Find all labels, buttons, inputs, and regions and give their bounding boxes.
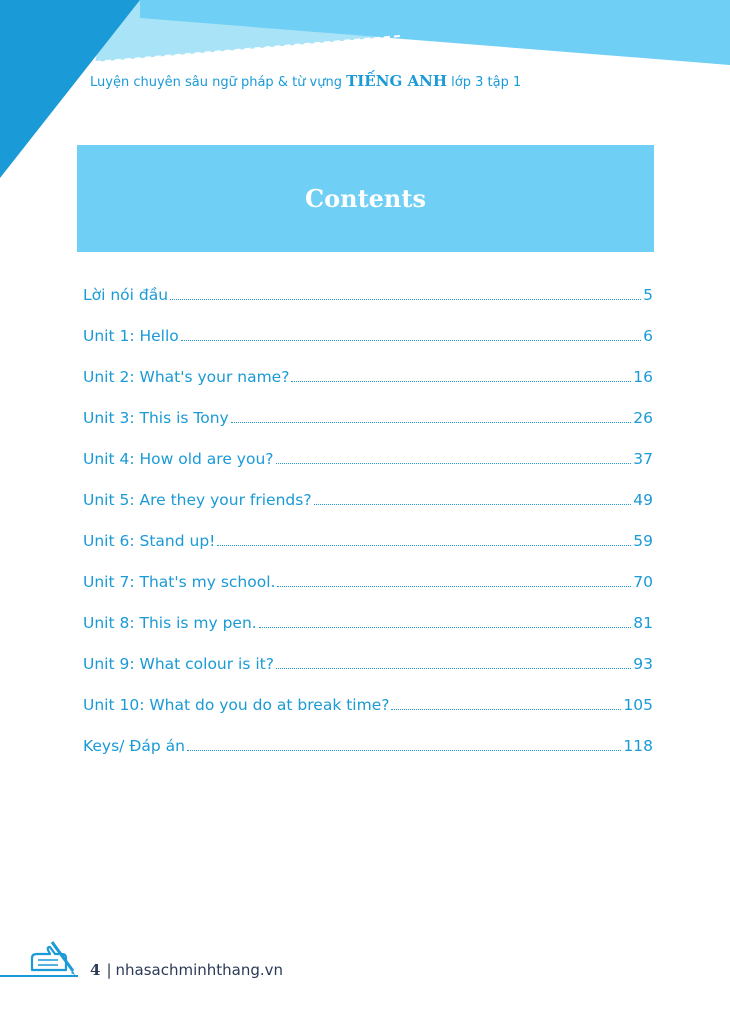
hand-writing-icon <box>28 940 78 976</box>
page-footer <box>90 961 283 979</box>
toc-entry-label: Unit 9: What colour is it? <box>83 655 274 673</box>
toc-entry-page: 16 <box>633 368 653 386</box>
toc-entry-label: Unit 4: How old are you? <box>83 450 274 468</box>
toc-entry[interactable] <box>83 409 653 450</box>
toc-entry-page: 6 <box>643 327 653 345</box>
toc-leader <box>391 709 621 710</box>
page-title: Contents <box>305 184 426 213</box>
toc-leader <box>314 504 632 505</box>
toc-entry[interactable] <box>83 573 653 614</box>
toc-entry[interactable] <box>83 614 653 655</box>
toc-entry[interactable] <box>83 655 653 696</box>
toc-entry[interactable] <box>83 491 653 532</box>
page-number: 4 <box>90 961 101 979</box>
website-link[interactable]: nhasachminhthang.vn <box>115 961 284 979</box>
toc-leader <box>259 627 632 628</box>
toc-entry-page: 37 <box>633 450 653 468</box>
toc-leader <box>276 668 631 669</box>
toc-entry-page: 93 <box>633 655 653 673</box>
toc-entry-label: Unit 5: Are they your friends? <box>83 491 312 509</box>
toc-entry-label: Unit 6: Stand up! <box>83 532 216 550</box>
toc-entry[interactable] <box>83 286 653 327</box>
toc-leader <box>276 463 632 464</box>
toc-entry[interactable] <box>83 450 653 491</box>
toc-entry[interactable] <box>83 696 653 737</box>
toc-entry[interactable] <box>83 327 653 368</box>
toc-leader <box>291 381 631 382</box>
toc-entry-page: 118 <box>623 737 653 755</box>
toc-entry-label: Keys/ Đáp án <box>83 737 185 755</box>
toc-entry[interactable] <box>83 737 653 778</box>
footer-separator: | <box>106 961 112 979</box>
header-suffix: lớp 3 tập 1 <box>451 75 522 90</box>
running-header <box>90 72 521 90</box>
toc-entry-page: 59 <box>633 532 653 550</box>
toc-entry-label: Lời nói đầu <box>83 286 169 304</box>
toc-entry-page: 81 <box>633 614 653 632</box>
toc-entry-page: 70 <box>633 573 653 591</box>
toc-entry-page: 26 <box>633 409 653 427</box>
toc-entry[interactable] <box>83 368 653 409</box>
toc-entry-label: Unit 7: That's my school. <box>83 573 276 591</box>
toc-entry-label: Unit 8: This is my pen. <box>83 614 257 632</box>
toc-leader <box>170 299 641 300</box>
toc-entry-page: 5 <box>643 286 653 304</box>
title-banner <box>77 145 654 252</box>
toc-leader <box>217 545 631 546</box>
footer-rule <box>0 975 78 977</box>
toc-entry-label: Unit 1: Hello <box>83 327 179 345</box>
toc-entry-page: 49 <box>633 491 653 509</box>
toc-entry[interactable] <box>83 532 653 573</box>
toc-entry-label: Unit 2: What's your name? <box>83 368 290 386</box>
toc-leader <box>277 586 631 587</box>
toc-leader <box>181 340 641 341</box>
toc-entry-page: 105 <box>623 696 653 714</box>
toc-leader <box>231 422 632 423</box>
header-emphasis: TIẾNG ANH <box>346 72 448 90</box>
header-prefix: Luyện chuyên sâu ngữ pháp & từ vựng <box>90 75 342 90</box>
toc-entry-label: Unit 3: This is Tony <box>83 409 229 427</box>
table-of-contents <box>83 286 653 778</box>
toc-leader <box>187 750 621 751</box>
toc-entry-label: Unit 10: What do you do at break time? <box>83 696 390 714</box>
